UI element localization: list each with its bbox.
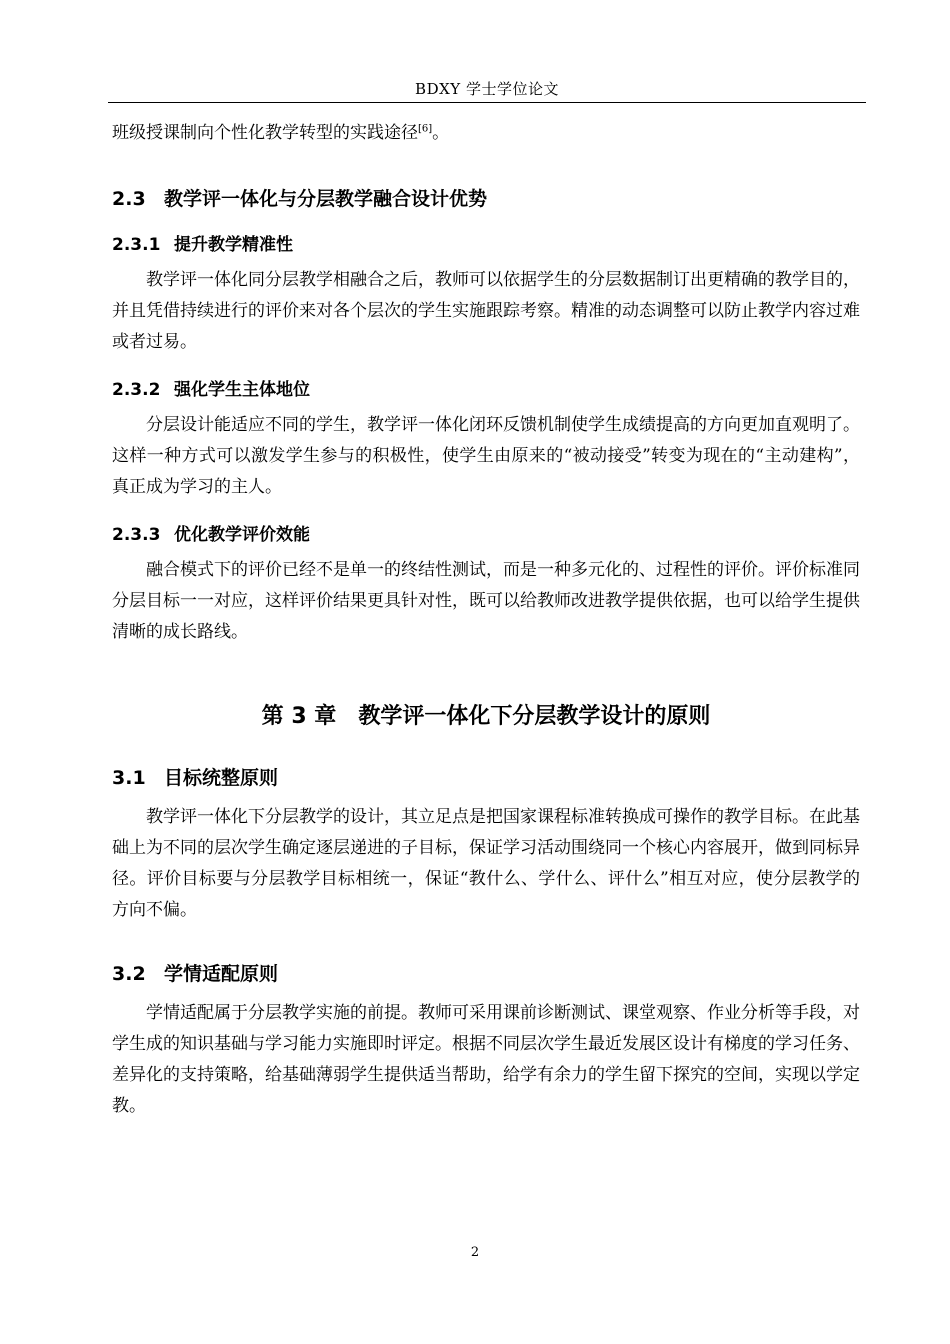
section-heading-3-1 [112, 764, 860, 792]
subsection-title: 提升教学精准性 [174, 235, 293, 255]
section-number: 3.2 [112, 963, 146, 985]
section-title: 学情适配原则 [164, 963, 279, 985]
header-rule [108, 102, 866, 103]
section-title: 教学评一体化与分层教学融合设计优势 [164, 188, 488, 210]
section-number: 3.1 [112, 767, 146, 789]
intro-line [112, 118, 860, 149]
page-content [112, 118, 860, 1122]
subsection-heading-2-3-1 [112, 231, 860, 259]
citation-ref: [6] [418, 123, 433, 135]
page-number: 2 [470, 1245, 480, 1260]
paragraph-2-3-1: 教学评一体化同分层教学相融合之后，教师可以依据学生的分层数据制订出更精确的教学目的，并且凭借持续进行的评价来对各个层次的学生实施跟踪考察。精准的动态调整可以防止教学内容过难或者过易。 [112, 270, 860, 352]
subsection-heading-2-3-3 [112, 521, 860, 549]
subsection-number: 2.3.3 [112, 525, 161, 545]
section-heading-3-2 [112, 960, 860, 988]
section-heading-2-3 [112, 185, 860, 213]
paragraph-2-3-2: 分层设计能适应不同的学生，教学评一体化闭环反馈机制使学生成绩提高的方向更加直观明了。这样一种方式可以激发学生参与的积极性，使学生由原来的“被动接受”转变为现在的“主动建构”，真正成为学习的主人。 [112, 415, 860, 497]
subsection-number: 2.3.2 [112, 380, 161, 400]
subsection-number: 2.3.1 [112, 235, 161, 255]
chapter-title: 教学评一体化下分层教学设计的原则 [358, 704, 711, 729]
subsection-title: 优化教学评价效能 [174, 525, 310, 545]
chapter-heading-3 [112, 700, 860, 734]
paragraph-3-1: 教学评一体化下分层教学的设计，其立足点是把国家课程标准转换成可操作的教学目标。在此基础上为不同的层次学生确定逐层递进的子目标，保证学习活动围绕同一个核心内容展开，做到同标异径。评价目标要与分层教学目标相统一，保证“教什么、学什么、评什么”相互对应，使分层教学的方向不偏。 [112, 807, 860, 920]
section-number: 2.3 [112, 188, 146, 210]
intro-line-end: 。 [432, 123, 450, 143]
paragraph-3-2: 学情适配属于分层教学实施的前提。教师可采用课前诊断测试、课堂观察、作业分析等手段，对学生成的知识基础与学习能力实施即时评定。根据不同层次学生最近发展区设计有梯度的学习任务、差异化的支持策略，给基础薄弱学生提供适当帮助，给学有余力的学生留下探究的空间，实现以学定教。 [112, 1003, 860, 1116]
intro-line-text: 班级授课制向个性化教学转型的实践途径 [112, 123, 418, 143]
subsection-heading-2-3-2 [112, 376, 860, 404]
subsection-title: 强化学生主体地位 [174, 380, 310, 400]
running-header: BDXY 学士学位论文 [415, 80, 559, 98]
section-title: 目标统整原则 [164, 767, 279, 789]
paragraph-2-3-3: 融合模式下的评价已经不是单一的终结性测试，而是一种多元化的、过程性的评价。评价标准同分层目标一一对应，这样评价结果更具针对性，既可以给教师改进教学提供依据，也可以给学生提供清晰的成长路线。 [112, 560, 860, 642]
chapter-number: 第 3 章 [261, 704, 337, 729]
